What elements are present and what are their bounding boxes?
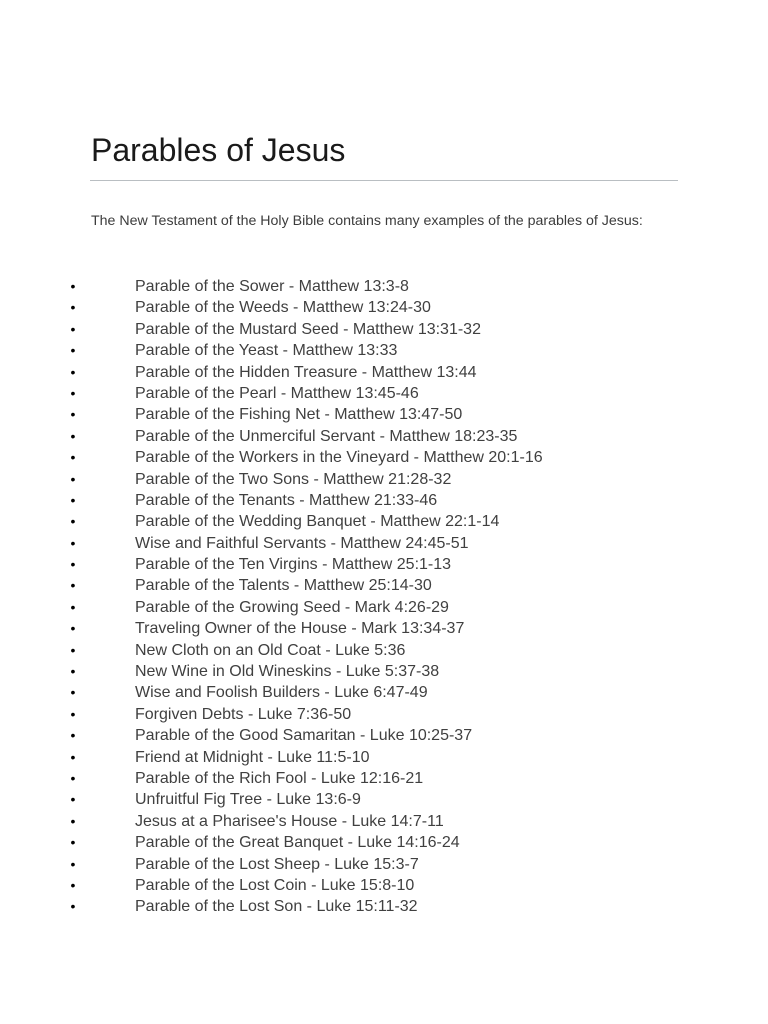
list-item [0, 554, 768, 575]
list-item [0, 340, 768, 361]
parable-text: Parable of the Weeds - Matthew 13:24-30 [135, 299, 431, 317]
parable-text: Parable of the Lost Sheep - Luke 15:3-7 [135, 855, 419, 873]
parable-text: Wise and Foolish Builders - Luke 6:47-49 [135, 684, 428, 702]
parable-text: Parable of the Hidden Treasure - Matthew 13:44 [135, 363, 477, 381]
bullet-icon: • [70, 748, 76, 765]
bullet-icon: • [70, 620, 76, 637]
list-item [0, 682, 768, 703]
bullet-icon: • [70, 663, 76, 680]
list-item [0, 597, 768, 618]
list-item [0, 832, 768, 853]
parable-text: New Cloth on an Old Coat - Luke 5:36 [135, 641, 406, 659]
list-item [0, 533, 768, 554]
bullet-icon: • [70, 684, 76, 701]
parable-text: Traveling Owner of the House - Mark 13:34-37 [135, 620, 465, 638]
intro-paragraph: The New Testament of the Holy Bible contains many examples of the parables of Jesus: [91, 213, 643, 229]
list-item [0, 319, 768, 340]
bullet-icon: • [70, 534, 76, 551]
list-item [0, 575, 768, 596]
bullet-icon: • [70, 727, 76, 744]
bullet-icon: • [70, 641, 76, 658]
list-item [0, 747, 768, 768]
bullet-icon: • [70, 449, 76, 466]
list-item [0, 875, 768, 896]
parable-text: Parable of the Two Sons - Matthew 21:28-32 [135, 470, 452, 488]
parable-text: Parable of the Great Banquet - Luke 14:16-24 [135, 834, 460, 852]
bullet-icon: • [70, 876, 76, 893]
list-item [0, 768, 768, 789]
list-item [0, 469, 768, 490]
parable-text: Parable of the Good Samaritan - Luke 10:25-37 [135, 727, 473, 745]
title-divider [90, 180, 678, 181]
parable-text: Parable of the Lost Coin - Luke 15:8-10 [135, 876, 415, 894]
list-item [0, 725, 768, 746]
list-item [0, 362, 768, 383]
bullet-icon: • [70, 812, 76, 829]
bullet-icon: • [70, 342, 76, 359]
parable-text: Parable of the Pearl - Matthew 13:45-46 [135, 384, 419, 402]
parable-text: Parable of the Unmerciful Servant - Matthew 18:23-35 [135, 427, 518, 445]
bullet-icon: • [70, 363, 76, 380]
list-item [0, 789, 768, 810]
bullet-icon: • [70, 384, 76, 401]
bullet-icon: • [70, 278, 76, 294]
parable-text: Parable of the Yeast - Matthew 13:33 [135, 342, 398, 360]
list-item [0, 276, 768, 297]
list-item [0, 661, 768, 682]
parable-text: Parable of the Wedding Banquet - Matthew 22:1-14 [135, 513, 500, 531]
parables-list [0, 276, 768, 918]
bullet-icon: • [70, 299, 76, 316]
parable-text: Parable of the Fishing Net - Matthew 13:47-50 [135, 406, 463, 424]
list-item [0, 404, 768, 425]
list-item [0, 426, 768, 447]
bullet-icon: • [70, 491, 76, 508]
bullet-icon: • [70, 320, 76, 337]
bullet-icon: • [70, 598, 76, 615]
list-item [0, 447, 768, 468]
list-item [0, 618, 768, 639]
list-item [0, 297, 768, 318]
list-item [0, 704, 768, 725]
bullet-icon: • [70, 427, 76, 444]
bullet-icon: • [70, 898, 76, 915]
bullet-icon: • [70, 556, 76, 573]
bullet-icon: • [70, 791, 76, 808]
bullet-icon: • [70, 470, 76, 487]
parable-text: Parable of the Workers in the Vineyard - Matthew 20:1-16 [135, 449, 543, 467]
parable-text: New Wine in Old Wineskins - Luke 5:37-38 [135, 663, 440, 681]
parable-text: Parable of the Lost Son - Luke 15:11-32 [135, 898, 418, 916]
list-item [0, 511, 768, 532]
bullet-icon: • [70, 513, 76, 530]
bullet-icon: • [70, 834, 76, 851]
bullet-icon: • [70, 705, 76, 722]
bullet-icon: • [70, 769, 76, 786]
parable-text: Parable of the Growing Seed - Mark 4:26-29 [135, 598, 449, 616]
bullet-icon: • [70, 855, 76, 872]
parable-text: Forgiven Debts - Luke 7:36-50 [135, 705, 352, 723]
list-item [0, 896, 768, 917]
parable-text: Parable of the Mustard Seed - Matthew 13:31-32 [135, 320, 481, 338]
list-item [0, 811, 768, 832]
parable-text: Parable of the Ten Virgins - Matthew 25:1-13 [135, 556, 452, 574]
page-title: Parables of Jesus [91, 132, 346, 168]
parable-text: Friend at Midnight - Luke 11:5-10 [135, 748, 370, 766]
list-item [0, 854, 768, 875]
list-item [0, 383, 768, 404]
bullet-icon: • [70, 577, 76, 594]
parable-text: Parable of the Rich Fool - Luke 12:16-21 [135, 769, 424, 787]
parable-text: Parable of the Talents - Matthew 25:14-30 [135, 577, 432, 595]
parable-text: Jesus at a Pharisee's House - Luke 14:7-11 [135, 812, 444, 830]
parable-text: Unfruitful Fig Tree - Luke 13:6-9 [135, 791, 361, 809]
parable-text: Parable of the Tenants - Matthew 21:33-46 [135, 491, 438, 509]
parable-text: Wise and Faithful Servants - Matthew 24:45-51 [135, 534, 469, 552]
bullet-icon: • [70, 406, 76, 423]
list-item [0, 490, 768, 511]
list-item [0, 640, 768, 661]
parable-text: Parable of the Sower - Matthew 13:3-8 [135, 278, 409, 295]
